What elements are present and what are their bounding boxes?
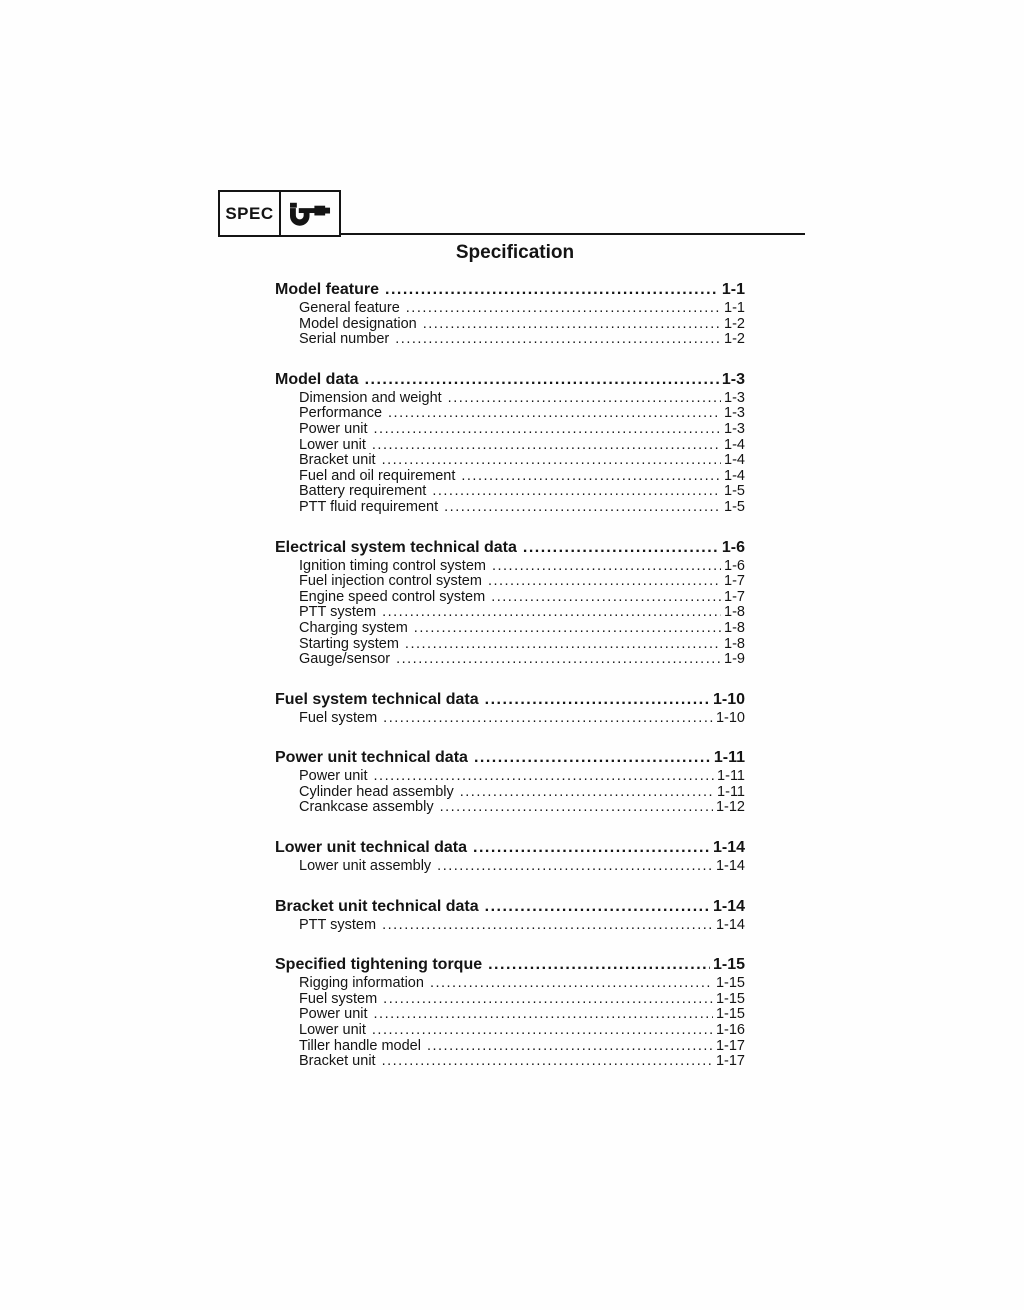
toc-entry: [275, 559, 745, 575]
toc-section: [275, 955, 745, 1070]
toc-label: Lower unit technical data: [275, 839, 468, 857]
toc-label: Lower unit: [299, 1022, 366, 1039]
dot-leader: [374, 769, 715, 785]
toc-label: Power unit: [299, 1006, 368, 1023]
toc-label: Fuel system: [299, 990, 378, 1007]
dot-leader: [372, 438, 721, 454]
toc-label: General feature: [299, 300, 400, 316]
chapter-code-label: SPEC: [220, 192, 281, 235]
dot-leader: [430, 976, 713, 992]
toc-entry: [275, 406, 745, 422]
dot-leader: [485, 897, 710, 917]
toc-page-number: 1-6: [721, 538, 745, 556]
toc-section: [275, 748, 745, 816]
toc-page-number: 1-15: [715, 1006, 745, 1023]
dot-leader: [473, 838, 710, 858]
toc-label: Model feature: [275, 281, 380, 298]
toc-page-number: 1-7: [724, 573, 745, 590]
toc-page-number: 1-2: [724, 315, 745, 332]
toc-page-number: 1-4: [724, 452, 745, 469]
toc-section-heading: [275, 955, 745, 975]
micrometer-icon: [290, 201, 331, 227]
toc-page-number: 1-1: [724, 300, 745, 316]
toc-entry: [275, 453, 745, 469]
toc-section: [275, 538, 745, 668]
toc-label: Ignition timing control system: [299, 557, 486, 574]
toc-entry: [275, 976, 745, 992]
toc-page-number: 1-11: [713, 749, 745, 767]
toc-page-number: 1-3: [724, 389, 745, 406]
toc-entry: [275, 1039, 745, 1055]
toc-page-number: 1-17: [715, 1053, 745, 1070]
toc-entry: [275, 785, 745, 801]
toc-section: [275, 838, 745, 875]
dot-leader: [491, 590, 721, 606]
toc-label: Battery requirement: [299, 483, 427, 500]
toc-page-number: 1-8: [724, 619, 745, 636]
toc-entry: [275, 500, 745, 516]
dot-leader: [382, 1054, 713, 1070]
toc-label: Bracket unit: [299, 452, 376, 469]
dot-leader: [432, 484, 721, 500]
dot-leader: [485, 690, 710, 710]
dot-leader: [488, 955, 710, 975]
toc-section-heading: [275, 280, 745, 300]
toc-label: Electrical system technical data: [275, 538, 517, 556]
dot-leader: [461, 469, 721, 485]
toc-section-heading: [275, 690, 745, 710]
dot-leader: [382, 605, 721, 621]
dot-leader: [474, 748, 711, 768]
toc-page-number: 1-8: [724, 635, 745, 652]
toc-page-number: 1-2: [724, 331, 745, 348]
dot-leader: [440, 800, 713, 816]
dot-leader: [444, 500, 721, 516]
toc-entry: [275, 391, 745, 407]
icon-cell: [281, 192, 339, 235]
toc-entry: [275, 859, 745, 875]
toc-page-number: 1-1: [721, 281, 745, 298]
chapter-tab: [218, 190, 341, 237]
dot-leader: [365, 370, 719, 390]
dot-leader: [523, 538, 719, 558]
toc-label: Gauge/sensor: [299, 651, 391, 668]
dot-leader: [385, 280, 719, 300]
dot-leader: [374, 1007, 713, 1023]
toc-page-number: 1-12: [715, 799, 745, 816]
toc-page-number: 1-3: [724, 420, 745, 437]
toc-label: Dimension and weight: [299, 389, 442, 406]
toc-page-number: 1-17: [715, 1037, 745, 1054]
dot-leader: [492, 559, 721, 575]
toc-page-number: 1-4: [724, 467, 745, 484]
toc-entry: [275, 422, 745, 438]
page-title: Specification: [455, 242, 575, 263]
toc-entry: [275, 1054, 745, 1070]
toc-page-number: 1-15: [712, 956, 745, 974]
toc-entry: [275, 590, 745, 606]
toc-page-number: 1-5: [724, 483, 745, 500]
dot-leader: [460, 785, 714, 801]
toc-page-number: 1-16: [715, 1022, 745, 1039]
toc-label: Serial number: [299, 331, 390, 348]
toc-entry: [275, 301, 745, 317]
dot-leader: [423, 317, 721, 333]
toc-page-number: 1-3: [721, 370, 745, 388]
toc-entry: [275, 317, 745, 333]
toc-label: Power unit technical data: [275, 749, 468, 767]
toc-label: Cylinder head assembly: [299, 783, 454, 800]
toc-label: Bracket unit technical data: [275, 897, 479, 915]
toc-section-heading: [275, 370, 745, 390]
toc-page-number: 1-14: [715, 916, 745, 933]
toc-page-number: 1-10: [712, 690, 745, 708]
dot-leader: [414, 621, 721, 637]
toc-entry: [275, 992, 745, 1008]
toc-label: Engine speed control system: [299, 588, 486, 605]
toc-label: Rigging information: [299, 975, 424, 992]
toc-section-heading: [275, 838, 745, 858]
dot-leader: [382, 453, 721, 469]
table-of-contents: [275, 280, 745, 1070]
dot-leader: [488, 574, 721, 590]
toc-page-number: 1-14: [712, 897, 745, 915]
toc-label: Model designation: [299, 315, 417, 332]
toc-label: PTT fluid requirement: [299, 498, 439, 515]
toc-entry: [275, 1023, 745, 1039]
toc-page-number: 1-11: [717, 783, 745, 800]
dot-leader: [374, 422, 722, 438]
toc-page-number: 1-7: [724, 588, 745, 605]
toc-page-number: 1-6: [724, 557, 745, 574]
toc-label: Charging system: [299, 619, 408, 636]
dot-leader: [382, 918, 713, 934]
dot-leader: [448, 391, 721, 407]
toc-entry: [275, 711, 745, 727]
toc-section-heading: [275, 897, 745, 917]
toc-entry: [275, 621, 745, 637]
toc-label: Fuel system technical data: [275, 690, 479, 708]
toc-label: Crankcase assembly: [299, 799, 434, 816]
toc-label: Fuel system: [299, 709, 378, 726]
toc-section: [275, 897, 745, 934]
dot-leader: [388, 406, 721, 422]
toc-label: Model data: [275, 370, 359, 388]
toc-entry: [275, 918, 745, 934]
toc-page-number: 1-4: [724, 436, 745, 453]
header-rule: [339, 233, 805, 235]
toc-entry: [275, 484, 745, 500]
toc-label: Tiller handle model: [299, 1037, 421, 1054]
toc-label: Lower unit assembly: [299, 858, 432, 875]
toc-page-number: 1-8: [724, 604, 745, 621]
toc-entry: [275, 605, 745, 621]
toc-label: Power unit: [299, 420, 368, 437]
toc-entry: [275, 438, 745, 454]
toc-entry: [275, 574, 745, 590]
toc-section: [275, 280, 745, 348]
toc-label: PTT system: [299, 604, 377, 621]
toc-page-number: 1-15: [715, 990, 745, 1007]
toc-entry: [275, 637, 745, 653]
toc-page-number: 1-10: [715, 709, 745, 726]
toc-label: Power unit: [299, 768, 368, 785]
toc-label: Fuel injection control system: [299, 573, 482, 590]
dot-leader: [383, 711, 713, 727]
toc-label: Performance: [299, 405, 383, 422]
toc-page-number: 1-11: [717, 768, 745, 785]
toc-entry: [275, 332, 745, 348]
toc-entry: [275, 469, 745, 485]
dot-leader: [406, 301, 721, 317]
dot-leader: [395, 332, 721, 348]
dot-leader: [427, 1039, 713, 1055]
toc-entry: [275, 1007, 745, 1023]
toc-page-number: 1-3: [724, 405, 745, 422]
toc-section-heading: [275, 748, 745, 768]
toc-label: Lower unit: [299, 436, 366, 453]
dot-leader: [383, 992, 713, 1008]
toc-page-number: 1-14: [712, 839, 745, 857]
toc-label: PTT system: [299, 916, 377, 933]
toc-section-heading: [275, 538, 745, 558]
toc-page-number: 1-15: [715, 975, 745, 992]
toc-entry: [275, 800, 745, 816]
toc-entry: [275, 652, 745, 668]
toc-section: [275, 690, 745, 727]
toc-page-number: 1-14: [715, 858, 745, 875]
dot-leader: [437, 859, 713, 875]
dot-leader: [405, 637, 721, 653]
dot-leader: [372, 1023, 713, 1039]
toc-label: Bracket unit: [299, 1053, 376, 1070]
toc-entry: [275, 769, 745, 785]
toc-page-number: 1-5: [724, 498, 745, 515]
toc-label: Fuel and oil requirement: [299, 467, 456, 484]
dot-leader: [396, 652, 721, 668]
toc-section: [275, 370, 745, 516]
toc-label: Specified tightening torque: [275, 956, 483, 974]
toc-page-number: 1-9: [724, 651, 745, 668]
toc-label: Starting system: [299, 635, 399, 652]
